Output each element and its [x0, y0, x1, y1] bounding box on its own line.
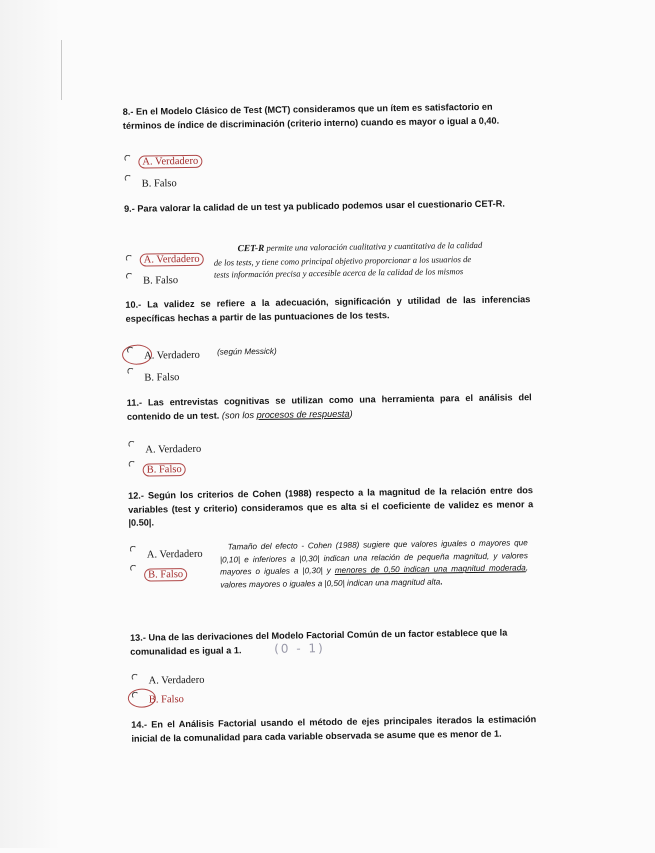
question-8-text: 8.- En el Modelo Clásico de Test (MCT) consideramos que un ítem es satisfactorio en términos de índice de discriminación (criterio interno) cuando es mayor o igual a 0,40.	[122, 101, 500, 131]
question-9-text: 9.- Para valorar la calidad de un test ya publicado podemos usar el cuestionario CET-R.	[123, 198, 505, 214]
question-8-option-a[interactable]	[138, 156, 202, 168]
question-10-text: 10.- La validez se refiere a la adecuación, significación y utilidad de las inferencias específicas hechas a partir de las puntuaciones de los tests.	[125, 294, 531, 324]
cet-r-term: CET-R	[237, 243, 265, 255]
answer-circle: B. Falso	[143, 463, 186, 477]
question-9-option-b[interactable]: B. Falso	[142, 275, 179, 287]
question-12-radio-a[interactable]	[130, 546, 137, 553]
question-13-radio-b[interactable]	[132, 692, 139, 699]
question-8-radio-a[interactable]	[124, 155, 131, 162]
answer-circle: A. Verdadero	[138, 155, 202, 169]
question-10-radio-a[interactable]	[127, 347, 134, 354]
question-9-annotation	[214, 238, 535, 281]
question-12-text: 12.- Según los criterios de Cohen (1988) respecto a la magnitud de la relación entre dos variables (test y criterio) consideramos que es alta si el coeficiente de validez es menor a |0.50|.	[127, 485, 534, 528]
question-12-radio-b[interactable]	[130, 565, 137, 572]
question-11-option-a[interactable]: A. Verdadero	[145, 443, 202, 456]
question-11-option-b[interactable]	[143, 464, 186, 476]
question-13-option-a[interactable]: A. Verdadero	[148, 674, 205, 687]
question-9-option-a[interactable]	[140, 254, 204, 266]
question-13-option-b[interactable]: B. Falso	[148, 694, 184, 706]
question-9-radio-b[interactable]	[126, 273, 133, 280]
question-10-option-b[interactable]: B. Falso	[144, 372, 180, 384]
question-13-text: 13.- Una de las derivaciones del Modelo Factorial Común de un factor establece que la comunalidad es igual a 1.	[129, 627, 508, 657]
handwritten-range-note: (0 - 1)	[274, 641, 325, 656]
question-14-text: 14.- En el Análisis Factorial usando el método de ejes principales iterados la estimación inicial de la comunalidad para cada variable observada se asume que es menor de 1.	[131, 714, 537, 744]
question-8-option-b[interactable]: B. Falso	[141, 178, 177, 190]
question-13-radio-a[interactable]	[132, 674, 139, 681]
question-11-block	[127, 391, 532, 424]
question-9-radio-a[interactable]	[126, 255, 133, 262]
question-12-option-a[interactable]: A. Verdadero	[146, 548, 203, 561]
question-8-radio-b[interactable]	[125, 175, 132, 182]
note-line-1: permite una valoración cualitativa y cuantitativa de la calidad	[264, 239, 483, 253]
question-11-text: 11.- Las entrevistas cognitivas se utilizan como una herramienta para el análisis del contenido de un test.	[126, 392, 532, 422]
answer-circle: A. Verdadero	[140, 253, 204, 267]
note-line-3: tests información precisa y accesible acerca de la calidad de los mismos	[213, 266, 464, 280]
note-line-2: de los tests, y tiene como principal objetivo proporcionar a los usuarios de	[213, 253, 472, 268]
question-11-radio-a[interactable]	[128, 441, 135, 448]
answer-circle: B. Falso	[144, 568, 187, 582]
question-10-annotation: (según Messick)	[216, 346, 277, 357]
question-11-radio-b[interactable]	[129, 461, 136, 468]
question-10-option-a[interactable]: A. Verdadero	[144, 349, 200, 362]
question-12-annotation: Tamaño del efecto - Cohen (1988) sugiere que valores iguales o mayores que |0,10| e inferiores a |0,30| indican una relación de pequeña magnitud, y valores mayores o iguales a |0,30| y menores de 0,50 indican una magnitud moderada, valores mayores o iguales a |0,50| indican una magnitud alta.	[219, 538, 529, 590]
question-10-radio-b[interactable]	[127, 368, 134, 375]
question-12-option-b[interactable]	[144, 569, 187, 581]
question-11-annotation: (son los procesos de respuesta)	[221, 408, 353, 421]
